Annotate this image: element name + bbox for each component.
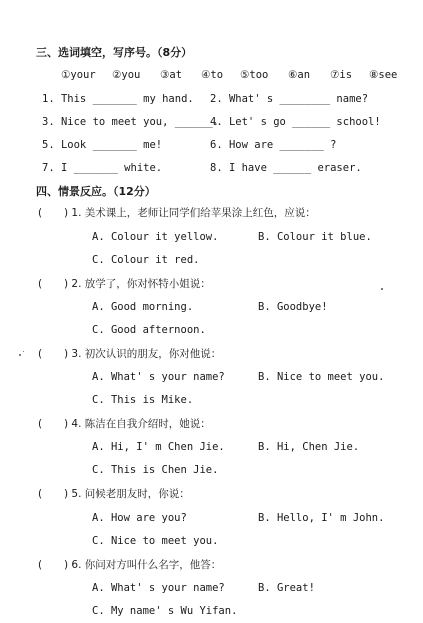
option-c: C. Colour it red. bbox=[92, 254, 200, 266]
scan-speck bbox=[23, 351, 24, 352]
fill-item-6: 6. How are _______ ? bbox=[210, 139, 337, 151]
option-a: A. Hi, I' m Chen Jie. bbox=[92, 441, 225, 453]
answer-paren: ( bbox=[38, 207, 43, 219]
fill-item-4: 4. Let' s go ______ school! bbox=[210, 116, 381, 128]
option-a: A. What' s your name? bbox=[92, 371, 225, 383]
fill-item-1: 1. This _______ my hand. bbox=[42, 93, 194, 105]
question-prompt: ) 1. 美术课上，老师让同学们给苹果涂上红色，应说： bbox=[64, 207, 316, 219]
fill-item-3: 3. Nice to meet you, ______. bbox=[42, 116, 220, 128]
option-a: A. Colour it yellow. bbox=[92, 231, 219, 243]
option-a: A. How are you? bbox=[92, 512, 187, 524]
answer-paren: ( bbox=[38, 278, 43, 290]
fill-item-7: 7. I _______ white. bbox=[42, 162, 163, 174]
section-3-title: 三、选词填空，写序号。（8分） bbox=[36, 46, 193, 59]
answer-paren: ( bbox=[38, 418, 43, 430]
fill-item-2: 2. What' s ________ name? bbox=[210, 93, 369, 105]
option-b: B. Hi, Chen Jie. bbox=[258, 441, 360, 453]
option-a: A. Good morning. bbox=[92, 301, 194, 313]
option-6: ⑥an bbox=[288, 69, 311, 81]
answer-paren: ( bbox=[38, 488, 43, 500]
option-c: C. My name' s Wu Yifan. bbox=[92, 605, 238, 617]
option-8: ⑧see bbox=[369, 69, 398, 81]
option-2: ②you bbox=[112, 69, 141, 81]
fill-item-8: 8. I have ______ eraser. bbox=[210, 162, 362, 174]
scan-speck bbox=[381, 288, 383, 290]
answer-paren: ( bbox=[38, 559, 43, 571]
question-prompt: ) 5. 问候老朋友时，你说： bbox=[64, 488, 190, 500]
option-3: ③at bbox=[160, 69, 183, 81]
option-b: B. Colour it blue. bbox=[258, 231, 372, 243]
option-c: C. Nice to meet you. bbox=[92, 535, 219, 547]
option-4: ④to bbox=[201, 69, 224, 81]
option-a: A. What' s your name? bbox=[92, 582, 225, 594]
option-1: ①your bbox=[61, 69, 96, 81]
option-c: C. This is Mike. bbox=[92, 394, 194, 406]
scan-speck bbox=[19, 354, 21, 356]
option-b: B. Nice to meet you. bbox=[258, 371, 385, 383]
question-prompt: ) 3. 初次认识的朋友，你对他说： bbox=[64, 348, 222, 360]
question-prompt: ) 2. 放学了，你对怀特小姐说： bbox=[64, 278, 211, 290]
option-b: B. Hello, I' m John. bbox=[258, 512, 385, 524]
option-b: B. Goodbye! bbox=[258, 301, 328, 313]
option-c: C. This is Chen Jie. bbox=[92, 464, 219, 476]
option-b: B. Great! bbox=[258, 582, 315, 594]
question-prompt: ) 4. 陈洁在自我介绍时，她说： bbox=[64, 418, 211, 430]
question-prompt: ) 6. 你问对方叫什么名字，他答： bbox=[64, 559, 222, 571]
section-4-title: 四、情景反应。（12分） bbox=[36, 185, 156, 198]
option-7: ⑦is bbox=[330, 69, 353, 81]
answer-paren: ( bbox=[38, 348, 43, 360]
option-5: ⑤too bbox=[240, 69, 269, 81]
fill-item-5: 5. Look _______ me! bbox=[42, 139, 163, 151]
option-c: C. Good afternoon. bbox=[92, 324, 206, 336]
